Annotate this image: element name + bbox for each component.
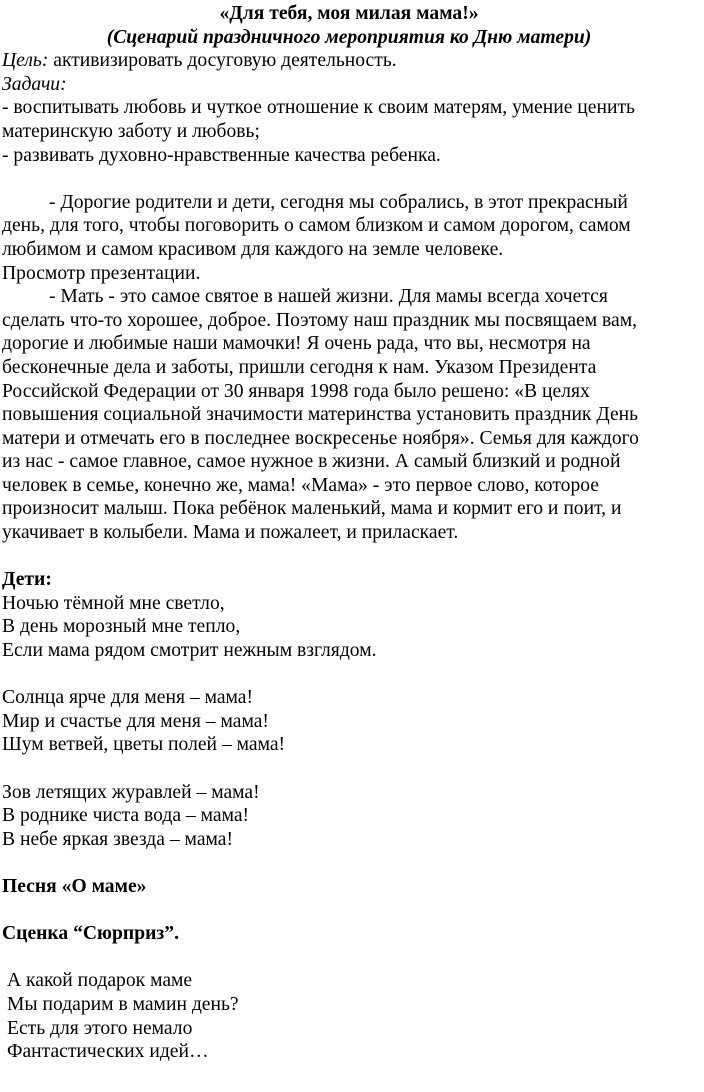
tasks-label: Задачи: [2, 73, 67, 95]
poem-line: В роднике чиста вода – мама! [2, 805, 250, 827]
mother-paragraph-line: сделать что-то хорошее, доброе. Поэтому наш праздник мы посвящаем вам, [2, 309, 637, 331]
scene-line: Есть для этого немало [7, 1017, 193, 1039]
intro-paragraph-line: день, для того, чтобы поговорить о самом близком и самом дорогом, самом [2, 215, 631, 237]
intro-paragraph-line: любимом и самом красивом для каждого на земле человеке. [2, 238, 504, 260]
blank-line [2, 167, 696, 191]
scene-heading: Сценка “Сюрприз”. [2, 923, 179, 945]
mother-paragraph-line: дорогие и любимые наши мамочки! Я очень рада, что вы, несмотря на [2, 333, 591, 355]
goal-text: активизировать досуговую деятельность. [48, 50, 397, 72]
scene-line: Мы подарим в мамин день? [7, 993, 239, 1015]
poem-line: В небе яркая звезда – мама! [2, 828, 234, 850]
scene-line: Фантастических идей… [7, 1041, 209, 1063]
mother-paragraph-line: повышения социальной значимости материнства установить праздник День [2, 404, 639, 426]
mother-paragraph-line: произносит малыш. Пока ребёнок маленький, мама и кормит его и поит, и [2, 498, 622, 520]
blank-line [2, 757, 696, 781]
mother-paragraph-line: матери и отмечать его в последнее воскресенье ноября». Семья для каждого [2, 427, 639, 449]
song-heading: Песня «О маме» [2, 875, 147, 897]
poem-line: Шум ветвей, цветы полей – мама! [2, 734, 286, 756]
mother-paragraph-line: Российской Федерации от 30 января 1998 года было решено: «В целях [2, 380, 590, 402]
mother-paragraph-line: - Мать - это самое святое в нашей жизни. Для мамы всегда хочется [49, 286, 608, 308]
mother-paragraph-line: человек в семье, конечно же, мама! «Мама» - это первое слово, которое [2, 474, 599, 496]
intro-paragraph-line: - Дорогие родители и дети, сегодня мы собрались, в этот прекрасный [49, 191, 628, 213]
document-title: «Для тебя, моя милая мама!» [219, 3, 479, 24]
task-item: материнскую заботу и любовь; [2, 120, 260, 142]
task-item: - воспитывать любовь и чуткое отношение к своим матерям, умение ценить [2, 97, 635, 119]
scene-line: А какой подарок маме [7, 970, 193, 992]
blank-line [2, 946, 696, 970]
document-subtitle: (Сценарий праздничного мероприятия ко Дню матери) [106, 26, 592, 48]
poem-line: Солнца ярче для меня – мама! [2, 687, 254, 709]
task-item: - развивать духовно-нравственные качества ребенка. [2, 144, 441, 166]
presentation-note: Просмотр презентации. [2, 262, 201, 284]
blank-line [2, 545, 696, 569]
poem-line: Мир и счастье для меня – мама! [2, 710, 269, 732]
poem-line: В день морозный мне тепло, [2, 616, 241, 638]
blank-line [2, 899, 696, 923]
poem-line: Зов летящих журавлей – мама! [2, 781, 260, 803]
blank-line [2, 851, 696, 875]
goal-label: Цель: [2, 50, 49, 72]
mother-paragraph-line: укачивает в колыбели. Мама и пожалеет, и приласкает. [2, 522, 459, 544]
children-label: Дети: [2, 569, 52, 591]
mother-paragraph-line: из нас - самое главное, самое нужное в жизни. А самый близкий и родной [2, 451, 621, 473]
goal-line [2, 49, 696, 73]
mother-paragraph-line: бесконечные дела и заботы, пришли сегодня к нам. Указом Президента [2, 356, 597, 378]
blank-line [2, 663, 696, 687]
poem-line: Если мама рядом смотрит нежным взглядом. [2, 640, 377, 662]
poem-line: Ночью тёмной мне светло, [2, 592, 225, 614]
